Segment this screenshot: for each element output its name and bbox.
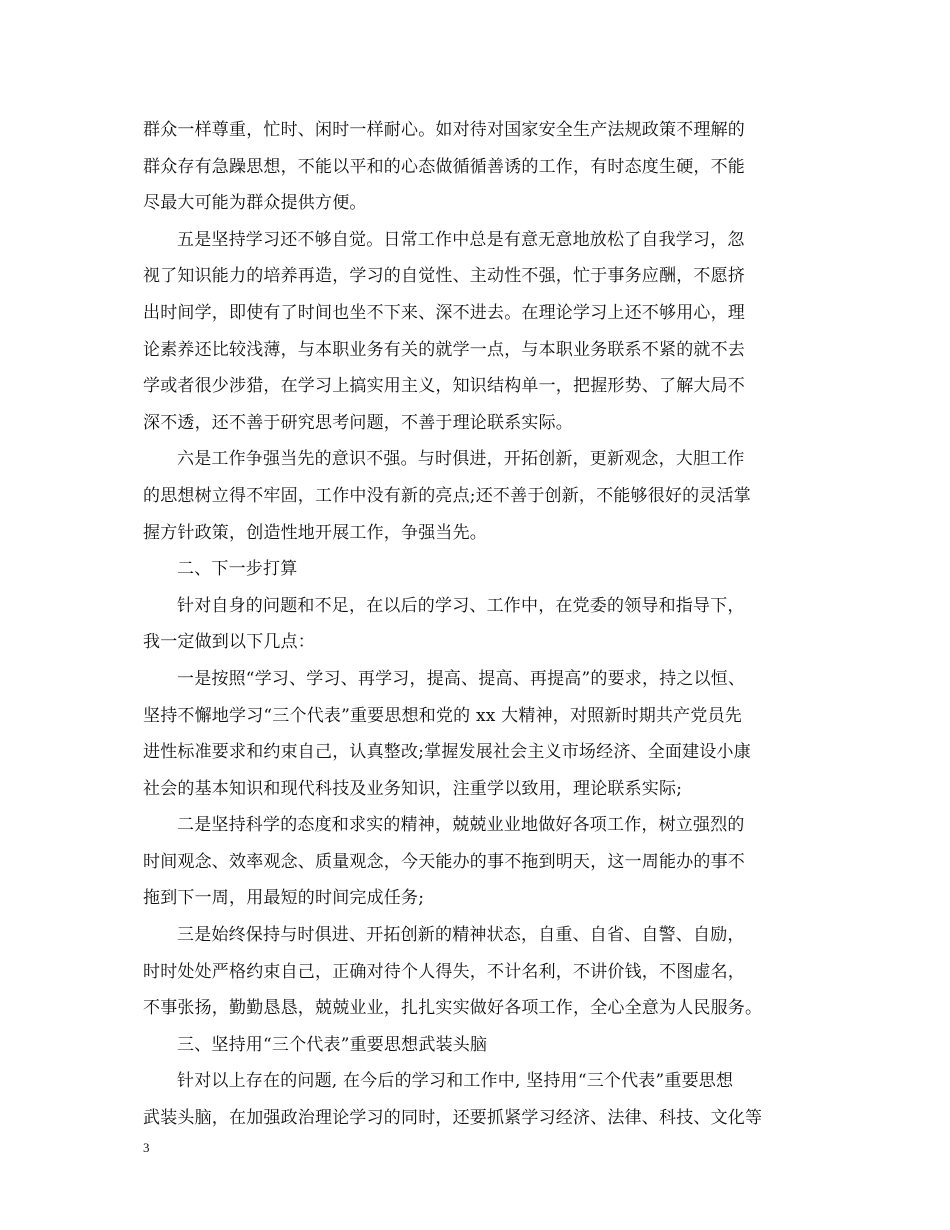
text-line: 三、坚持用“三个代表”重要思想武装头脑 — [177, 1034, 488, 1055]
text-line: 坚持不懈地学习“三个代表”重要思想和党的 xx 大精神，对照新时期共产党员先 — [143, 705, 742, 726]
text-line: 的思想树立得不牢固，工作中没有新的亮点;还不善于创新，不能够很好的灵活掌 — [143, 485, 751, 506]
text-line: 一是按照“学习、学习、再学习，提高、提高、再提高”的要求，持之以恒、 — [177, 668, 746, 689]
text-line: 握方针政策，创造性地开展工作，争强当先。 — [143, 522, 487, 543]
text-line: 不事张扬，勤勤恳恳，兢兢业业，扎扎实实做好各项工作，全心全意为人民服务。 — [143, 998, 763, 1019]
text-line: 时时处处严格约束自己，正确对待个人得失，不计名利，不讲价钱，不图虚名， — [143, 961, 745, 982]
text-line: 论素养还比较浅薄，与本职业务有关的就学一点，与本职业务联系不紧的就不去 — [143, 339, 745, 360]
text-line: 针对以上存在的问题, 在今后的学习和工作中, 坚持用“三个代表”重要思想 — [177, 1071, 734, 1092]
text-line: 五是坚持学习还不够自觉。日常工作中总是有意无意地放松了自我学习，忽 — [177, 229, 745, 250]
text-line: 进性标准要求和约束自己，认真整改;掌握发展社会主义市场经济、全面建设小康 — [143, 742, 751, 763]
text-line: 出时间学，即使有了时间也坐不下来、深不进去。在理论学习上还不够用心，理 — [143, 302, 745, 323]
text-line: 二、下一步打算 — [177, 559, 298, 580]
text-line: 时间观念、效率观念、质量观念，今天能办的事不拖到明天，这一周能办的事不 — [143, 851, 745, 872]
text-line: 深不透，还不善于研究思考问题，不善于理论联系实际。 — [143, 412, 573, 433]
text-line: 学或者很少涉猎，在学习上搞实用主义，知识结构单一，把握形势、了解大局不 — [143, 376, 745, 397]
text-line: 群众一样尊重，忙时、闲时一样耐心。如对待对国家安全生产法规政策不理解的 — [143, 120, 745, 140]
text-line: 社会的基本知识和现代科技及业务知识，注重学以致用，理论联系实际; — [143, 778, 683, 799]
text-line: 三是始终保持与时俱进、开拓创新的精神状态，自重、自省、自警、自励， — [177, 925, 745, 946]
text-line: 武装头脑，在加强政治理论学习的同时，还要抓紧学习经济、法律、科技、文化等 — [143, 1108, 763, 1129]
text-line: 六是工作争强当先的意识不强。与时俱进，开拓创新，更新观念，大胆工作 — [177, 449, 745, 470]
page-number: 3 — [143, 1140, 150, 1155]
text-line: 针对自身的问题和不足，在以后的学习、工作中，在党委的领导和指导下， — [177, 595, 745, 616]
text-line: 拖到下一周，用最短的时间完成任务; — [143, 888, 425, 909]
text-line: 群众存有急躁思想，不能以平和的心态做循循善诱的工作，有时态度生硬，不能 — [143, 156, 745, 177]
text-line: 尽最大可能为群众提供方便。 — [143, 193, 367, 214]
text-line: 视了知识能力的培养再造，学习的自觉性、主动性不强，忙于事务应酬，不愿挤 — [143, 266, 745, 287]
document-body — [143, 112, 823, 1137]
text-line: 我一定做到以下几点： — [143, 632, 315, 653]
text-line: 二是坚持科学的态度和求实的精神，兢兢业业地做好各项工作，树立强烈的 — [177, 815, 745, 836]
